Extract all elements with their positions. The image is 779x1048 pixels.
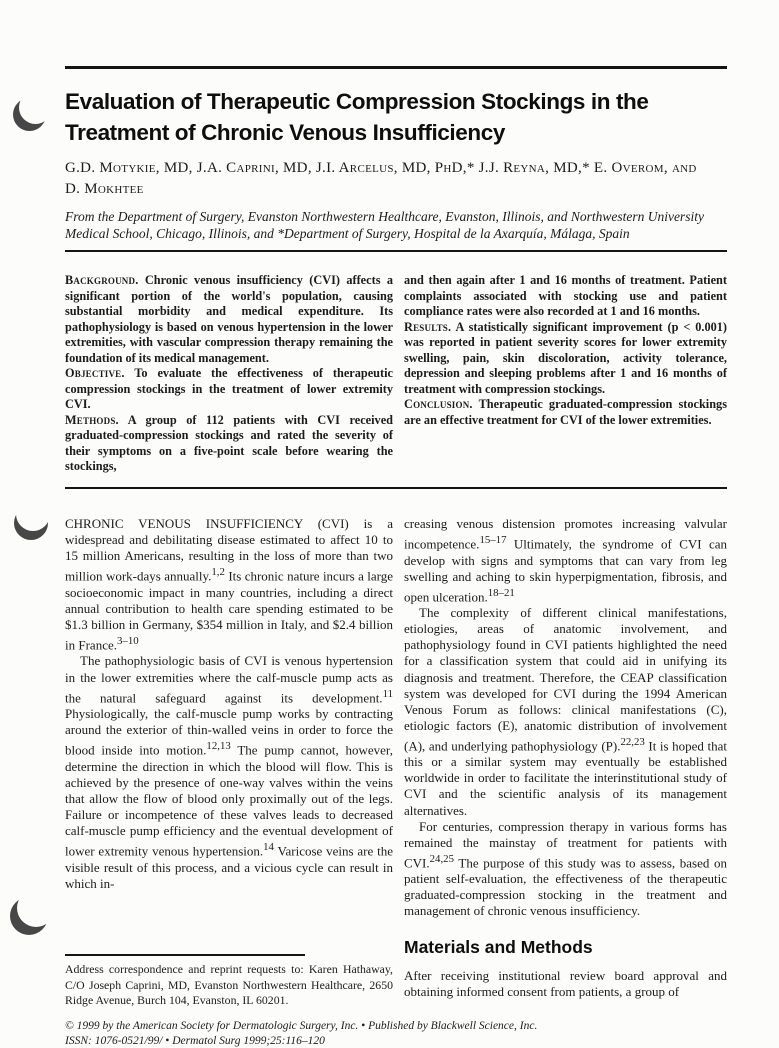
- body-paragraph-6: After receiving institutional review board approval and obtaining informed consent from patients, a group of: [404, 968, 727, 1000]
- abstract-conclusion-text: Therapeutic graduated-compression stockings are an effective treatment for CVI of the lower extremities.: [404, 397, 727, 427]
- abstract-conclusion-label: Conclusion.: [404, 397, 473, 411]
- body-paragraph-5: For centuries, compression therapy in various forms has remained the mainstay of treatment for patients with CVI.$^{24,25}$ The purpose of this study was to assess, based on patient self-evaluation, the effectiveness of the therapeutic graduated-compression stocking in the treatment and management of chronic venous insufficiency.: [404, 819, 727, 920]
- article-title: Evaluation of Therapeutic Compression Stockings in the Treatment of Chronic Venous Insufficiency: [65, 86, 727, 148]
- scan-artifact-crescent-bottom: [10, 897, 48, 935]
- affiliation-line: From the Department of Surgery, Evanston Northwestern Healthcare, Evanston, Illinois, and Northwestern University Medical School, Chicago, Illinois, and *Department of Surgery, Hospital de la Axarquía, Málaga, Spain: [65, 208, 727, 242]
- abstract-methods-label: Methods.: [65, 413, 119, 427]
- abstract-bottom-rule: [65, 487, 727, 490]
- section-heading-materials-and-methods: Materials and Methods: [404, 937, 727, 958]
- abstract-background: [65, 273, 393, 366]
- abstract-methods-continued-text: and then again after 1 and 16 months of treatment. Patient complaints associated with stocking use and patient compliance rates were also recorded at 1 and 16 months.: [404, 273, 727, 318]
- article-body: [65, 516, 727, 1008]
- top-rule: [65, 66, 727, 69]
- body-left-column: [65, 516, 393, 1008]
- body-right-column: [404, 516, 727, 1008]
- abstract-results-text: A statistically significant improvement (p < 0.001) was reported in patient severity scores for lower extremity swelling, pain, skin discoloration, activity tolerance, depression and sleeping problems after 1 and 16 months of treatment with compression stockings.: [404, 320, 727, 396]
- body-paragraph-2: The pathophysiologic basis of CVI is venous hypertension in the lower extremities where the calf-muscle pump acts as the natural safeguard against its development.$^{11}$ Physiologically, the calf-muscle pump works by contracting around the exterior of thin-walled veins in order to force the blood inside into motion.$^{12,13}$ The pump cannot, however, determine the direction in which the blood will flow. This is achieved by the presence of one-way valves within the veins that allow the flow of blood only proximally out of the legs. Failure or incompetence of these valves leads to decreased calf-muscle pump efficiency and the eventual development of lower extremity venous hypertension.$^{14}$ Varicose veins are the visible result of this process, and a vicious cycle can result in which in-: [65, 653, 393, 891]
- issn-line: ISSN: 1076-0521/99/ • Dermatol Surg 1999;25:116–120: [65, 1034, 727, 1048]
- abstract-objective: [65, 366, 393, 413]
- abstract-background-text: Chronic venous insufficiency (CVI) affects a significant portion of the world's population, causing substantial morbidity and medical expenditure. Its pathophysiology is based on venous hypertension in the lower extremities, with vascular compression therapy remaining the foundation of its medical management.: [65, 273, 393, 365]
- correspondence-text: Address correspondence and reprint requests to: Karen Hathaway, C/O Joseph Caprini, MD, Evanston Northwestern Healthcare, 2650 Ridge Avenue, Burch 104, Evanston, IL 60201.: [65, 962, 393, 1006]
- abstract-left-column: [65, 273, 393, 475]
- body-paragraph-3: creasing venous distension promotes increasing valvular incompetence.$^{15-17}$ Ultimately, the syndrome of CVI can develop with signs and symptoms that can vary from leg swelling and aching to skin hyperpigmentation, fibrosis, and open ulceration.$^{18-21}$: [404, 516, 727, 605]
- abstract-results-label: Results.: [404, 320, 451, 334]
- correspondence-note: [65, 954, 393, 1008]
- authors-line: G.D. Motykie, MD, J.A. Caprini, MD, J.I. Arcelus, MD, PhD,* J.J. Reyna, MD,* E. Overom, and D. Mokhtee: [65, 158, 727, 200]
- body-paragraph-1: CHRONIC VENOUS INSUFFICIENCY (CVI) is a widespread and debilitating disease estimated to affect 10 to 15 million Americans, resulting in the loss of more than two million work-days annually.$^{1,2}$ Its chronic nature incurs a large socioeconomic impact in many countries, including a direct annual contribution to health care spending estimated to be $1.3 billion in Germany, $354 million in Italy, and $2.4 billion in France.$^{3-10}$: [65, 516, 393, 653]
- journal-footer: [65, 1019, 727, 1048]
- abstract: [65, 273, 727, 475]
- article-page: [65, 0, 727, 1048]
- abstract-right-column: [404, 273, 727, 475]
- abstract-background-label: Background.: [65, 273, 138, 287]
- body-paragraph-4: The complexity of different clinical manifestations, etiologies, areas of anatomic involvement, and pathophysiology found in CVI patients highlighted the need for a classification system that could aid in unifying its diagnosis and treatment. Therefore, the CEAP classification system was developed for CVI during the 1994 American Venous Forum as follows: clinical manifestations (C), etiologic factors (E), anatomic distribution of involvement (A), and underlying pathophysiology (P).$^{22,23}$ It is hoped that this or a similar system may eventually be established worldwide in order to facilitate the interinstitutional study of CVI and the scientific analysis of its management alternatives.: [404, 605, 727, 819]
- abstract-top-rule: [65, 250, 727, 252]
- copyright-line: © 1999 by the American Society for Dermatologic Surgery, Inc. • Published by Blackwell Science, Inc.: [65, 1019, 727, 1034]
- abstract-results: [404, 320, 727, 398]
- abstract-methods: [65, 413, 393, 475]
- abstract-methods-continued: [404, 273, 727, 320]
- abstract-conclusion: [404, 397, 727, 428]
- correspondence-rule: [65, 954, 305, 956]
- abstract-objective-text: To evaluate the effectiveness of therapeutic compression stockings in the treatment of lower extremity CVI.: [65, 366, 393, 411]
- abstract-methods-text: A group of 112 patients with CVI received graduated-compression stockings and rated the severity of their symptoms on a five-point scale before wearing the stockings,: [65, 413, 393, 474]
- scan-artifact-crescent-top: [13, 98, 46, 131]
- abstract-objective-label: Objective.: [65, 366, 125, 380]
- scan-artifact-crescent-middle: [14, 506, 48, 540]
